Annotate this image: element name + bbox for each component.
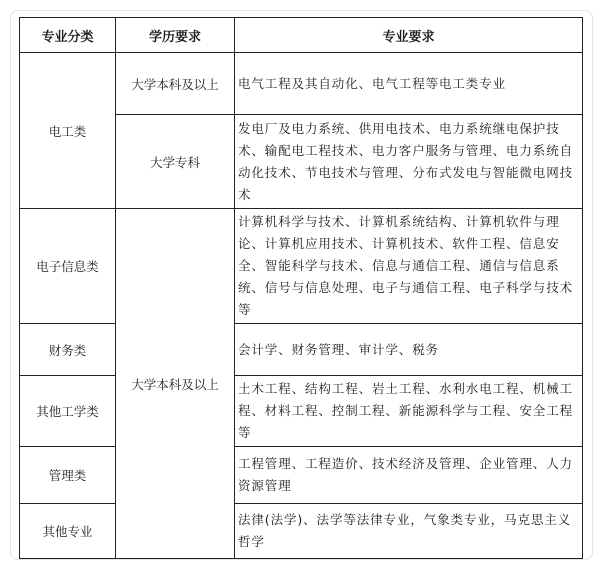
education-cell: 大学专科: [116, 115, 235, 209]
major-cell: 土木工程、结构工程、岩土工程、水利水电工程、机械工程、材料工程、控制工程、新能源科学与工程、安全工程等: [235, 376, 583, 447]
education-cell: 大学本科及以上: [116, 53, 235, 115]
category-cell: 管理类: [20, 447, 116, 504]
education-cell: 大学本科及以上: [116, 209, 235, 559]
major-cell: 电气工程及其自动化、电气工程等电工类专业: [235, 53, 583, 115]
header-major: 专业要求: [235, 18, 583, 53]
major-cell: 工程管理、工程造价、技术经济及管理、企业管理、人力资源管理: [235, 447, 583, 504]
table-row: [20, 53, 583, 115]
header-category: 专业分类: [20, 18, 116, 53]
major-requirements-table: [19, 17, 583, 559]
table-row: [20, 376, 583, 447]
header-education: 学历要求: [116, 18, 235, 53]
table-row: [20, 209, 583, 324]
category-cell: 电子信息类: [20, 209, 116, 324]
table-row: [20, 504, 583, 559]
table-row: [20, 447, 583, 504]
major-cell: 会计学、财务管理、审计学、税务: [235, 324, 583, 376]
category-cell: 财务类: [20, 324, 116, 376]
major-cell: 计算机科学与技术、计算机系统结构、计算机软件与理论、计算机应用技术、计算机技术、软件工程、信息安全、智能科学与技术、信息与通信工程、通信与信息系统、信号与信息处理、电子与通信工程、电子科学与技术等: [235, 209, 583, 324]
table-header-row: [20, 18, 583, 53]
table-row: [20, 324, 583, 376]
category-cell: 其他工学类: [20, 376, 116, 447]
category-cell: 其他专业: [20, 504, 116, 559]
major-cell: 法律(法学)、法学等法律专业，气象类专业，马克思主义哲学: [235, 504, 583, 559]
category-cell: 电工类: [20, 53, 116, 209]
major-cell: 发电厂及电力系统、供用电技术、电力系统继电保护技术、输配电工程技术、电力客户服务与管理、电力系统自动化技术、节电技术与管理、分布式发电与智能微电网技术: [235, 115, 583, 209]
